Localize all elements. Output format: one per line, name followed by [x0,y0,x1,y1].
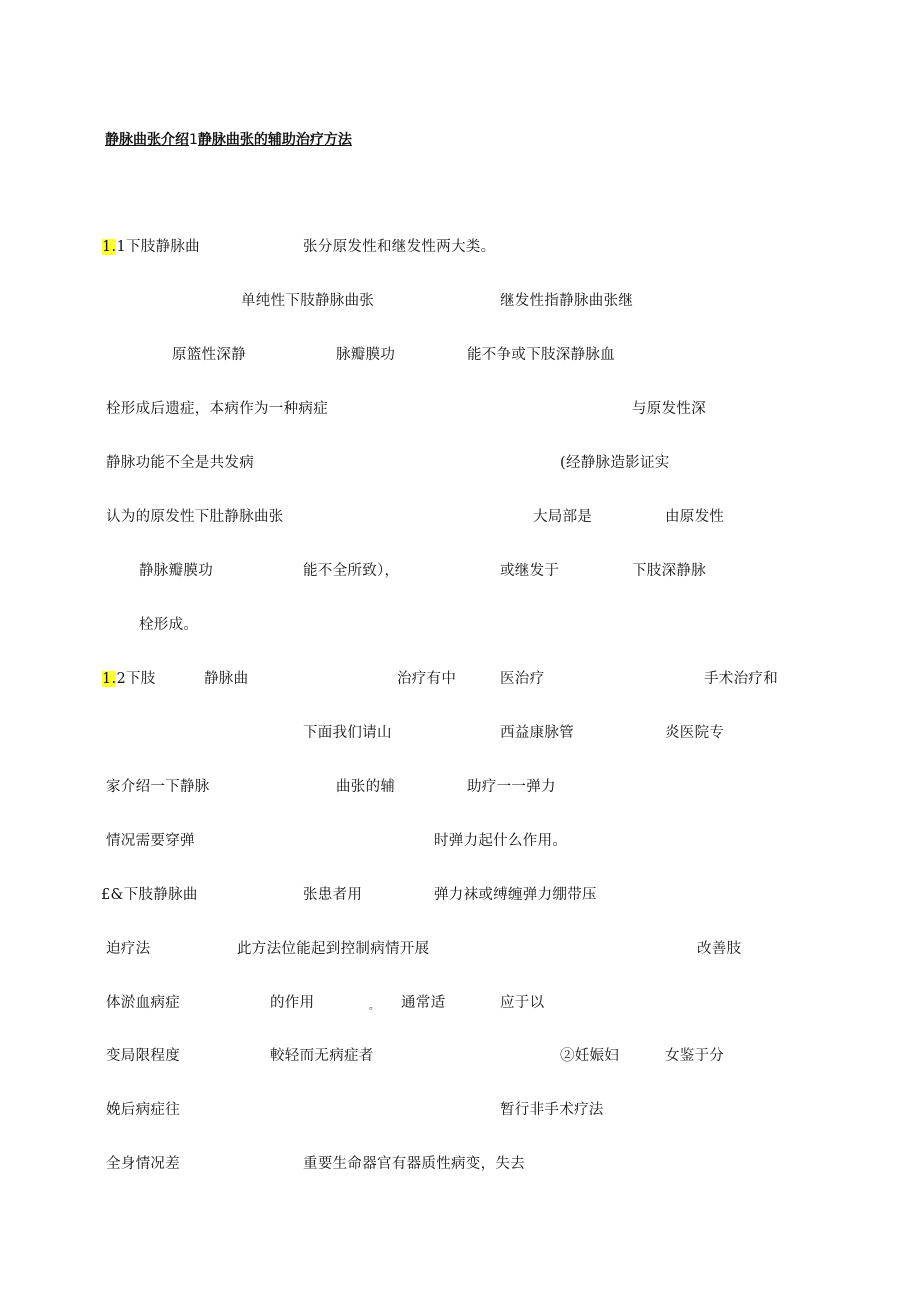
text-fragment: 静脉瓣膜功 [139,563,213,579]
text-fragment: 娩后病症往 [106,1102,180,1118]
text-fragment: 大局部是 [533,509,593,525]
text-fragment: 全身情况差 [106,1156,180,1172]
text-fragment: ②妊娠妇 [560,1048,620,1064]
text-fragment: 脉瓣膜功 [336,347,396,363]
text-fragment: 炎医院专 [665,725,725,741]
text-fragment: 手术治疗和 [704,671,778,687]
text-fragment: 女鉴于分 [665,1048,725,1064]
text-fragment: 能不争或下肢深静脉血 [467,347,615,363]
text-fragment: 通常适 [401,995,446,1011]
section-number-1-2: 1.2下肢 [102,671,156,687]
text-fragment: £&下肢静脉曲 [101,887,198,903]
text-fragment: 暂行非手术疗法 [500,1102,604,1118]
text-fragment: 静脉曲 [204,671,249,687]
text-fragment: 医治疗 [500,671,545,687]
text-fragment: 栓形成。 [139,617,199,633]
text-fragment: 下肢 [125,671,156,687]
text-fragment: 改善肢 [697,941,742,957]
title-separator: 1 [189,132,198,148]
text-fragment: 情况需要穿弹 [106,833,195,849]
text-fragment: 西益康脉管 [500,725,574,741]
text-fragment: 迫疗法 [106,941,151,957]
text-fragment: 认为的原发性下肚静脉曲张 [106,509,284,525]
text-fragment: 或继发于 [500,563,560,579]
text-fragment: 弹力袜或缚缠弹力绷带压 [434,887,597,903]
text-fragment: 栓形成后遗症，本病作为一种病症 [106,401,328,417]
text-fragment: 时弹力起什么作用。 [434,833,568,849]
text-fragment: 继发性指静脉曲张继 [500,293,634,309]
text-fragment: 原篮性深静 [172,347,246,363]
text-fragment: 曲张的辅 [336,779,396,795]
text-fragment: 单纯性下肢静脉曲张 [241,293,375,309]
text-fragment: 下肢静脉曲 [125,239,200,255]
text-fragment: 下面我们请山 [303,725,392,741]
text-fragment: 此方法位能起到控制病情开展 [237,941,430,957]
text-fragment: 治疗有中 [397,671,457,687]
text-fragment: 与原发性深 [632,401,706,417]
title-part-1: 静脉曲张介绍 [105,132,189,148]
text-fragment: 应于以 [500,995,545,1011]
highlighted-number: 1. [102,671,117,687]
document-title [105,131,352,149]
text-fragment: 的作用 [270,995,315,1011]
text-fragment: 較轻而无病症者 [270,1048,374,1064]
text-fragment: (经静脉造影证实 [560,455,670,471]
text-fragment: 张患者用 [303,887,363,903]
text-fragment: 变局限程度 [106,1048,180,1064]
title-part-2: 静脉曲张的辅助治疗方法 [197,132,352,148]
text-fragment: 家介绍一下静脉 [106,779,210,795]
text-fragment: 重要生命器官有器质性病变，失去 [303,1156,525,1172]
stray-mark: 。 [369,1001,380,1012]
highlighted-number: 1. [102,239,117,255]
text-fragment: 体淤血病症 [106,995,180,1011]
text-fragment: 助疗一一弹力 [467,779,556,795]
text-fragment: 由原发性 [665,509,725,525]
section-number-1-1: 1.1下肢静脉曲 [102,239,200,255]
text-fragment: 下肢深静脉 [632,563,706,579]
text-fragment: 张分原发性和继发性两大类。 [303,239,496,255]
text-fragment: 静脉功能不全是共发病 [106,455,254,471]
text-fragment: 能不全所致）， [303,563,400,579]
